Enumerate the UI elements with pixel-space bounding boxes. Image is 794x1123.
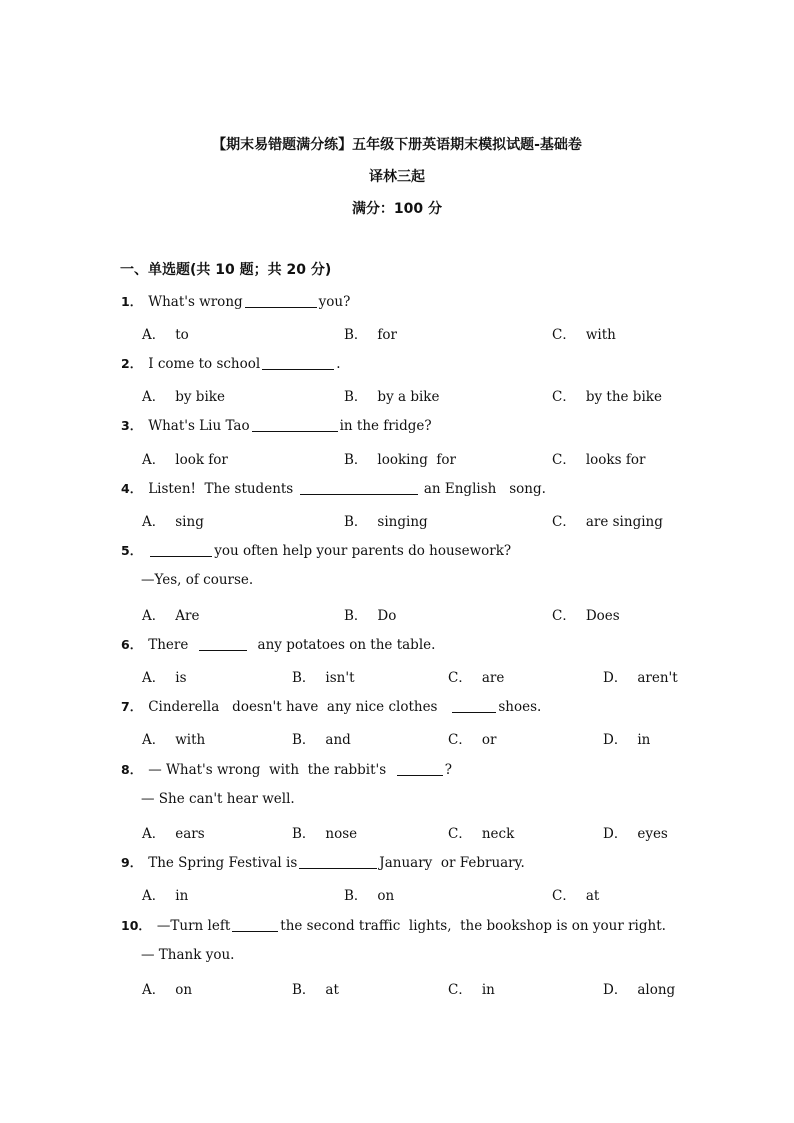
question-6 <box>121 635 435 653</box>
exam-full-score: 满分：100 分 <box>351 201 443 217</box>
option-d[interactable]: D． along <box>603 982 676 998</box>
exam-title: 【期末易错题满分练】五年级下册英语期末模拟试题-基础卷 <box>212 137 582 153</box>
section-heading: 一、单选题(共 10 题；共 20 分) <box>120 262 332 278</box>
option-c[interactable]: C． or <box>448 732 497 748</box>
answer-blank[interactable] <box>300 493 418 495</box>
option-d[interactable]: D． in <box>603 732 651 748</box>
question-5-response: —Yes, of course. <box>141 572 254 588</box>
question-number: 5． <box>121 543 143 558</box>
question-text-post: January or February. <box>379 855 525 871</box>
question-text-post: you? <box>318 294 351 310</box>
question-text-pre: What's Liu Tao <box>148 418 250 434</box>
option-c[interactable]: C． by the bike <box>552 389 662 405</box>
option-c[interactable]: C． looks for <box>552 452 646 468</box>
option-b[interactable]: B． looking for <box>344 452 456 468</box>
exam-edition: 译林三起 <box>369 169 425 185</box>
option-b[interactable]: B． on <box>344 888 395 904</box>
question-7 <box>121 697 541 715</box>
question-text-pre: The Spring Festival is <box>148 855 298 871</box>
option-c[interactable]: C． are singing <box>552 514 663 530</box>
option-b[interactable]: B． and <box>292 732 351 748</box>
answer-blank[interactable] <box>252 430 338 432</box>
question-text-post: ? <box>444 762 453 778</box>
option-b[interactable]: B． by a bike <box>344 389 440 405</box>
option-d[interactable]: D． aren't <box>603 670 678 686</box>
question-text-post: an English song. <box>423 481 546 497</box>
question-number: 3． <box>121 418 143 433</box>
option-a[interactable]: A． with <box>142 732 206 748</box>
answer-blank[interactable] <box>245 306 317 308</box>
question-4 <box>121 479 546 497</box>
question-text-pre: Listen! The students <box>148 481 294 497</box>
option-c[interactable]: C． in <box>448 982 495 998</box>
question-text-post: any potatoes on the table. <box>257 637 436 653</box>
question-2 <box>121 354 341 372</box>
answer-blank[interactable] <box>232 930 278 932</box>
answer-blank[interactable] <box>452 711 496 713</box>
answer-blank[interactable] <box>150 555 212 557</box>
question-number: 9． <box>121 855 143 870</box>
option-a[interactable]: A． sing <box>142 514 204 530</box>
option-d[interactable]: D． eyes <box>603 826 668 842</box>
question-number: 1． <box>121 294 143 309</box>
option-c[interactable]: C． neck <box>448 826 515 842</box>
option-b[interactable]: B． singing <box>344 514 428 530</box>
option-c[interactable]: C． with <box>552 327 616 343</box>
option-a[interactable]: A． in <box>142 888 189 904</box>
answer-blank[interactable] <box>397 774 443 776</box>
option-c[interactable]: C． are <box>448 670 505 686</box>
question-number: 7． <box>121 699 143 714</box>
question-number: 4． <box>121 481 143 496</box>
question-text-pre: What's wrong <box>148 294 243 310</box>
option-a[interactable]: A． is <box>142 670 187 686</box>
question-number: 8． <box>121 762 143 777</box>
question-text-pre: — What's wrong with the rabbit's <box>148 762 387 778</box>
question-number: 10． <box>121 918 151 933</box>
option-a[interactable]: A． ears <box>142 826 205 842</box>
option-b[interactable]: B． nose <box>292 826 358 842</box>
option-a[interactable]: A． Are <box>142 608 200 624</box>
question-number: 6． <box>121 637 143 652</box>
question-text-pre: I come to school <box>148 356 261 372</box>
option-b[interactable]: B． for <box>344 327 397 343</box>
option-b[interactable]: B． Do <box>344 608 397 624</box>
question-number: 2． <box>121 356 143 371</box>
option-c[interactable]: C． Does <box>552 608 620 624</box>
option-a[interactable]: A． on <box>142 982 193 998</box>
question-8-response: — She can't hear well. <box>141 791 295 807</box>
question-8 <box>121 760 452 778</box>
answer-blank[interactable] <box>262 368 334 370</box>
question-text-post: shoes. <box>498 699 542 715</box>
question-5 <box>121 541 511 559</box>
option-c[interactable]: C． at <box>552 888 600 904</box>
question-text-pre: —Turn left <box>156 918 231 934</box>
question-text-post: . <box>336 356 341 372</box>
option-b[interactable]: B． isn't <box>292 670 355 686</box>
option-a[interactable]: A． look for <box>142 452 228 468</box>
question-1 <box>121 292 350 310</box>
question-text-post: the second traffic lights, the bookshop is on your right. <box>280 918 666 934</box>
option-b[interactable]: B． at <box>292 982 339 998</box>
question-10-response: — Thank you. <box>141 947 235 963</box>
question-3 <box>121 416 432 434</box>
question-10 <box>121 916 666 934</box>
answer-blank[interactable] <box>299 867 377 869</box>
option-a[interactable]: A． by bike <box>142 389 225 405</box>
option-a[interactable]: A． to <box>142 327 189 343</box>
answer-blank[interactable] <box>199 649 247 651</box>
question-9 <box>121 853 525 871</box>
question-text-post: you often help your parents do housework? <box>214 543 512 559</box>
question-text-pre: There <box>148 637 189 653</box>
question-text-post: in the fridge? <box>339 418 432 434</box>
question-text-pre: Cinderella doesn't have any nice clothes <box>148 699 438 715</box>
